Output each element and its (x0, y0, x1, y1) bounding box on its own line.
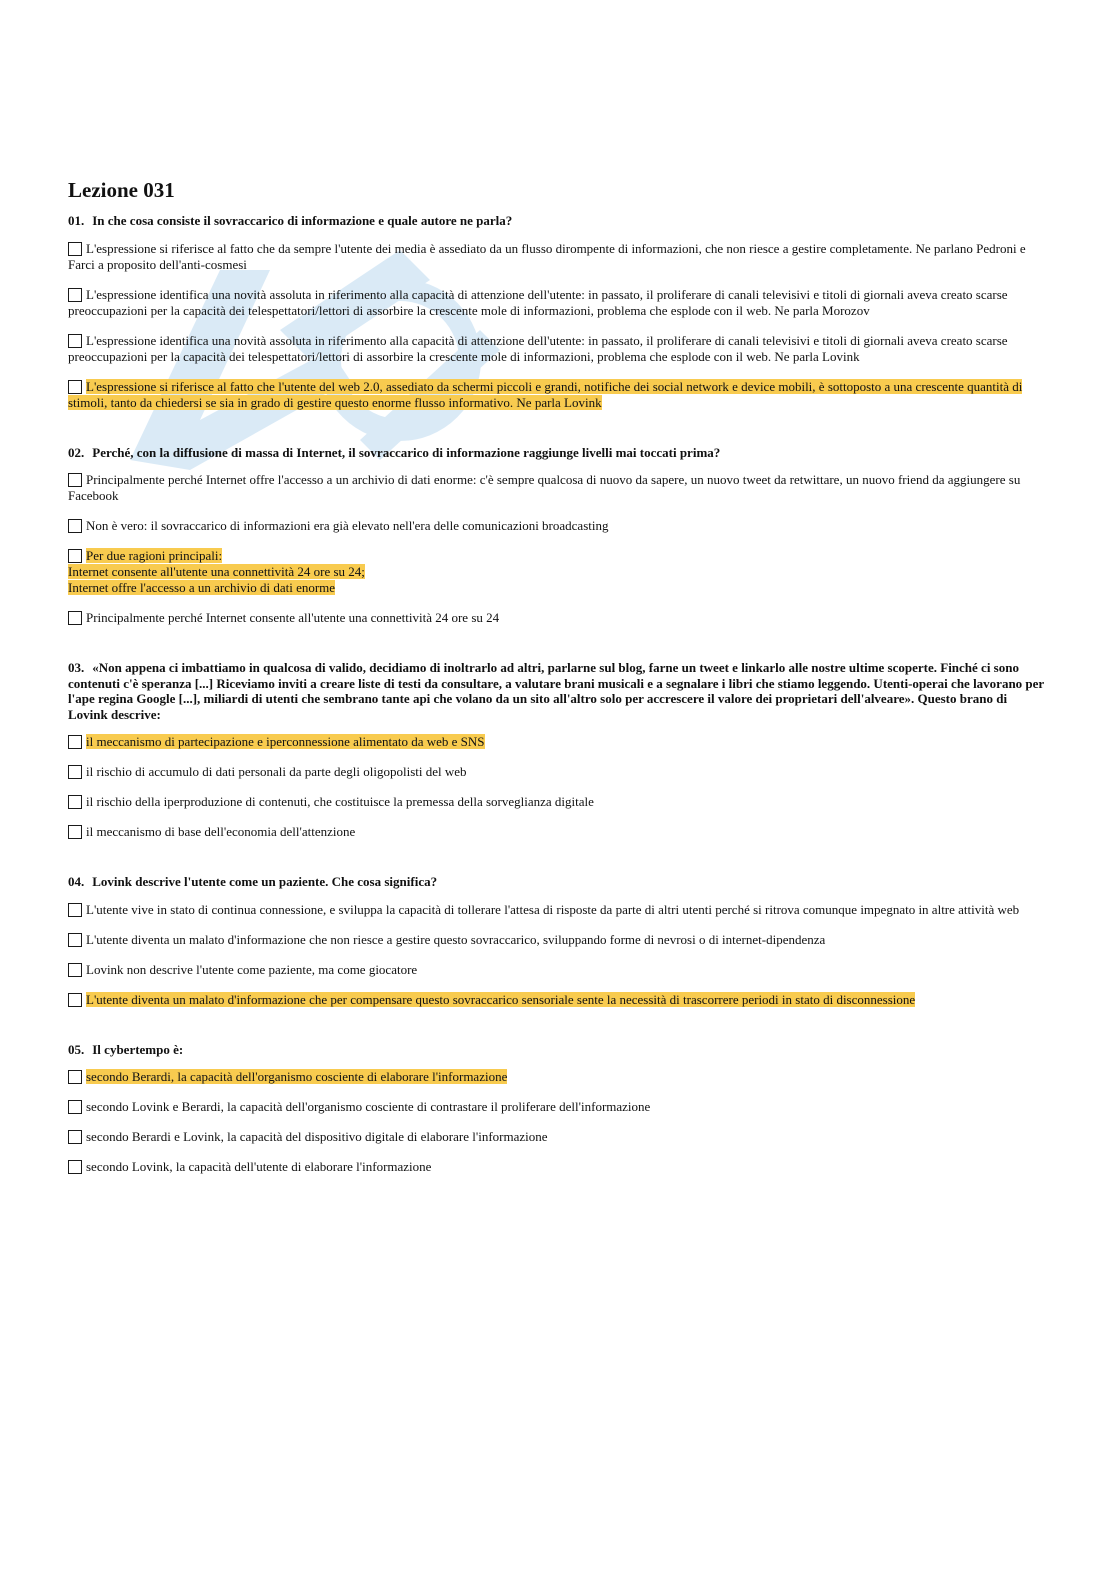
answer-option[interactable] (68, 1159, 1044, 1175)
answer-option-highlighted[interactable] (68, 1069, 1044, 1085)
answer-text: Principalmente perché Internet consente all'utente una connettività 24 ore su 24 (86, 610, 500, 625)
question-prompt: Lovink descrive l'utente come un paziente. Che cosa significa? (92, 874, 438, 889)
checkbox-icon[interactable] (68, 825, 82, 839)
question-text (68, 874, 1044, 890)
answer-text: secondo Lovink, la capacità dell'utente di elaborare l'informazione (86, 1159, 432, 1174)
answer-option-highlighted[interactable] (68, 548, 1044, 596)
checkbox-icon[interactable] (68, 519, 82, 533)
checkbox-icon[interactable] (68, 795, 82, 809)
question-prompt: Perché, con la diffusione di massa di Internet, il sovraccarico di informazione raggiunge livelli mai toccati prima? (92, 444, 721, 460)
question-3 (68, 660, 1044, 864)
answer-option[interactable] (68, 902, 1044, 918)
question-spacer (68, 1189, 1044, 1199)
answer-text: il meccanismo di partecipazione e iperconnessione alimentato da web e SNS (86, 734, 485, 749)
checkbox-icon[interactable] (68, 473, 82, 487)
question-number: 01. (68, 213, 85, 228)
answer-text: Principalmente perché Internet offre l'accesso a un archivio di dati enorme: c'è sempre qualcosa di nuovo da sapere, un nuovo tweet da retwittare, un nuovo friend da aggiungere su Facebook (68, 472, 1021, 503)
answer-option[interactable] (68, 333, 1044, 365)
answer-text: L'utente diventa un malato d'informazione che per compensare questo sovraccarico sensoriale sente la necessità di trascorrere periodi in stato di disconnessione (86, 991, 916, 1007)
checkbox-icon[interactable] (68, 611, 82, 625)
answer-text: L'espressione si riferisce al fatto che l'utente del web 2.0, assediato da schermi piccoli e grandi, notifiche dei social network e device mobili, è sottoposto a una crescente quantità di stimoli, tanto da chiedersi se sia in grado di gestire questo enorme flusso informativo. Ne parla Lovink (68, 378, 1023, 410)
checkbox-icon[interactable] (68, 334, 82, 348)
answer-text: secondo Lovink e Berardi, la capacità dell'organismo cosciente di contrastare il proliferare dell'informazione (86, 1099, 651, 1114)
question-5 (68, 1042, 1044, 1200)
answer-option[interactable] (68, 932, 1044, 948)
answer-text: Internet consente all'utente una connettività 24 ore su 24; (68, 564, 365, 579)
answer-option[interactable] (68, 518, 1044, 534)
question-spacer (68, 640, 1044, 650)
answer-text: L'espressione identifica una novità assoluta in riferimento alla capacità di attenzione dell'utente: in passato, il proliferare di canali televisivi e titoli di giornali aveva creato scarse preoccupazioni per la capacità dei telespettatori/lettori di assorbire la crescente mole di informazioni, problema che esplode con il web. Ne parla Lovink (68, 332, 1008, 364)
question-number: 04. (68, 874, 85, 889)
question-number: 02. (68, 444, 85, 460)
answer-text: secondo Berardi, la capacità dell'organismo cosciente di elaborare l'informazione (86, 1069, 508, 1084)
question-prompt: «Non appena ci imbattiamo in qualcosa di valido, decidiamo di inoltrarlo ad altri, parlarne sul blog, farne un tweet e linkarlo alle nostre ultime scoperte. Finché ci sono contenuti c'è speranza [...] Riceviamo inviti a creare liste di testi da consultare, a valutare brani musicali e a segnalare i libri che stiamo leggendo. Utenti-operai che lavorano per l'ape regina Google [...], miliardi di utenti che sembrano tante api che volano da un sito all'altro solo per accrescere il valore dei proprietari dell'alveare». Questo brano di Lovink descrive: (68, 660, 1044, 722)
lesson-title: Lezione 031 (68, 178, 175, 202)
answer-text: il rischio della iperproduzione di contenuti, che costituisce la premessa della sorveglianza digitale (86, 794, 594, 809)
checkbox-icon[interactable] (68, 288, 82, 302)
answer-text: L'utente diventa un malato d'informazione che non riesce a gestire questo sovraccarico, sviluppando forme di nevrosi o di internet-dipendenza (86, 931, 826, 947)
answer-option[interactable] (68, 824, 1044, 840)
answer-option[interactable] (68, 610, 1044, 626)
checkbox-icon[interactable] (68, 765, 82, 779)
checkbox-icon[interactable] (68, 1100, 82, 1114)
checkbox-icon[interactable] (68, 963, 82, 977)
checkbox-icon[interactable] (68, 1070, 82, 1084)
question-spacer (68, 425, 1044, 435)
question-text (68, 445, 1044, 461)
checkbox-icon[interactable] (68, 1160, 82, 1174)
answer-text: secondo Berardi e Lovink, la capacità del dispositivo digitale di elaborare l'informazione (86, 1129, 548, 1144)
question-number: 03. (68, 660, 85, 675)
checkbox-icon[interactable] (68, 993, 82, 1007)
answer-option[interactable] (68, 1099, 1044, 1115)
answer-option[interactable] (68, 794, 1044, 810)
answer-option[interactable] (68, 287, 1044, 319)
checkbox-icon[interactable] (68, 735, 82, 749)
question-spacer (68, 1022, 1044, 1032)
question-text (68, 660, 1044, 722)
checkbox-icon[interactable] (68, 242, 82, 256)
question-1 (68, 213, 1044, 435)
answer-option[interactable] (68, 962, 1044, 978)
question-spacer (68, 854, 1044, 864)
question-4 (68, 874, 1044, 1032)
answer-text: Per due ragioni principali: (86, 548, 223, 563)
checkbox-icon[interactable] (68, 380, 82, 394)
checkbox-icon[interactable] (68, 1130, 82, 1144)
question-text (68, 213, 1044, 229)
question-prompt: Il cybertempo è: (92, 1041, 184, 1057)
document-page (68, 178, 1044, 1209)
question-number: 05. (68, 1041, 85, 1057)
checkbox-icon[interactable] (68, 903, 82, 917)
answer-option-highlighted[interactable] (68, 734, 1044, 750)
answer-text: L'utente vive in stato di continua connessione, e sviluppa la capacità di tollerare l'attesa di risposte da parte di altri utenti perché si ritrova comunque impegnato in altre attività web (86, 901, 1020, 917)
answer-option-highlighted[interactable] (68, 379, 1044, 411)
answer-option[interactable] (68, 241, 1044, 273)
answer-text: L'espressione identifica una novità assoluta in riferimento alla capacità di attenzione dell'utente: in passato, il proliferare di canali televisivi e titoli di giornali aveva creato scarse preoccupazioni per la capacità dei telespettatori/lettori di assorbire la crescente mole di informazioni, problema che esplode con il web. Ne parla Morozov (68, 286, 1008, 318)
answer-text: L'espressione si riferisce al fatto che da sempre l'utente dei media è assediato da un flusso dirompente di informazioni, che non riesce a gestire completamente. Ne parlano Pedroni e Farci a proposito dell'anti-cosmesi (68, 240, 1026, 272)
question-2 (68, 445, 1044, 651)
answer-option[interactable] (68, 764, 1044, 780)
checkbox-icon[interactable] (68, 549, 82, 563)
checkbox-icon[interactable] (68, 933, 82, 947)
answer-option[interactable] (68, 1129, 1044, 1145)
answer-text: il rischio di accumulo di dati personali da parte degli oligopolisti del web (86, 764, 467, 779)
answer-option-highlighted[interactable] (68, 992, 1044, 1008)
answer-text: Internet offre l'accesso a un archivio di dati enorme (68, 580, 336, 595)
question-text (68, 1042, 1044, 1058)
answer-text: il meccanismo di base dell'economia dell'attenzione (86, 824, 356, 839)
answer-option[interactable] (68, 472, 1044, 504)
answer-text: Non è vero: il sovraccarico di informazioni era già elevato nell'era delle comunicazioni broadcasting (86, 518, 609, 533)
question-prompt: In che cosa consiste il sovraccarico di informazione e quale autore ne parla? (92, 213, 513, 228)
question-list (68, 213, 1044, 1199)
answer-text: Lovink non descrive l'utente come paziente, ma come giocatore (86, 961, 418, 977)
